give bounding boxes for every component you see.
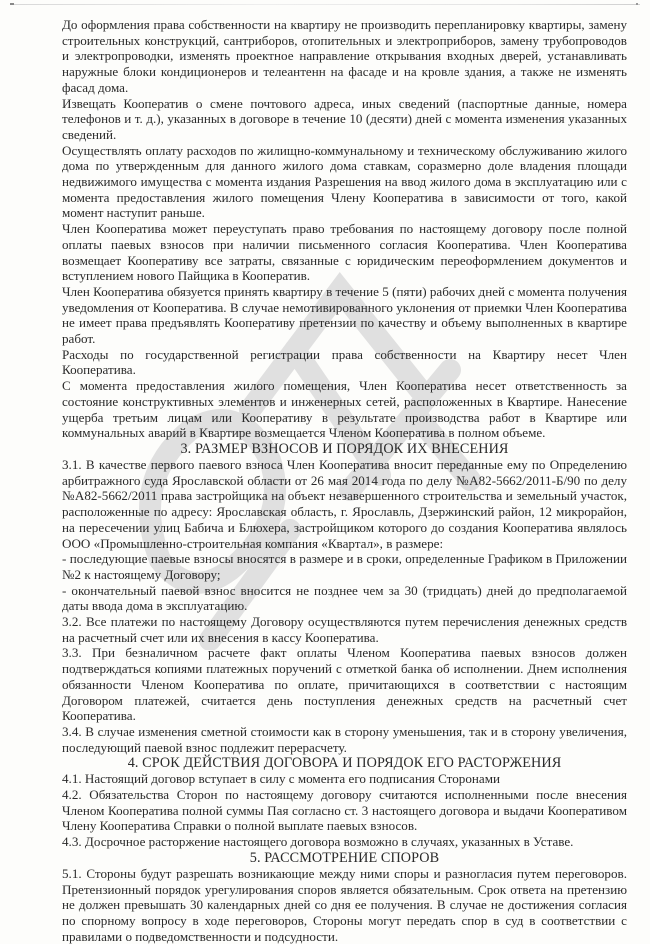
scan-artifact xyxy=(636,3,638,5)
section-heading-4: 4. СРОК ДЕЙСТВИЯ ДОГОВОРА И ПОРЯДОК ЕГО РАСТОРЖЕНИЯ xyxy=(127,755,562,772)
clause-5-1: 5.1. Стороны будут разрешать возникающие между ними споры и разногласия путем переговоров. Претензионный порядок урегулирования споров является обязательным. Срок ответа на претензию не должен превышать 30 календарных дней со дня ее получения. В случае не достижения согласия по спорному вопросу в ходе переговоров, Стороны могут передать спор в суд в соответствии с правилами о подведомственности и подсудности. xyxy=(62,865,627,944)
paragraph: Осуществлять оплату расходов по жилищно-коммунальному и техническому обслуживанию жилого дома по утвержденным для данного жилого дома ставкам, соразмерно доле владения площади недвижимого имущества с момента издания Разрешения на ввод жилого дома в эксплуатацию или с момента предоставления жилого помещения Члену Кооператива в зависимости от того, какой момент наступит раньше. xyxy=(62,142,627,221)
clause-4-3: 4.3. Досрочное расторжение настоящего договора возможно в случаях, указанных в Уставе. xyxy=(62,834,574,850)
paragraph: До оформления права собственности на квартиру не производить перепланировку квартиры, замену строительных конструкций, сантриборов, отопительных и электроприборов, замену трубопроводов и электропроводки, изменять проектное направление открывания входных дверей, устанавливать наружные блоки кондиционеров и телеантенн на фасаде и на кровле здания, а также не изменять фасад дома. xyxy=(62,17,627,95)
paragraph: Расходы по государственной регистрации права собственности на Квартиру несет Член Кооператива. xyxy=(62,346,627,378)
section-heading-5: 5. РАССМОТРЕНИЕ СПОРОВ xyxy=(249,849,440,866)
clause-3-2: 3.2. Все платежи по настоящему Договору осуществляются путем перечисления денежных средств на расчетный счет или их внесения в кассу Кооператива. xyxy=(62,614,627,645)
clause-3-1-item: - окончательный паевой взнос вносится не позднее чем за 30 (тридцать) дней до предполагаемой даты ввода дома в эксплуатацию. xyxy=(62,582,627,614)
clause-4-2: 4.2. Обязательства Сторон по настоящему договору считаются исполненными после внесения Членом Кооператива полной суммы Пая согласно ст. 3 настоящего договора и выдачи Кооперативом Члену Кооператива Справки о полной выплате паевых взносов. xyxy=(62,787,627,834)
section-heading-3: 3. РАЗМЕР ВЗНОСОВ И ПОРЯДОК ИХ ВНЕСЕНИЯ xyxy=(180,440,509,457)
paragraph: С момента предоставления жилого помещения, Член Кооператива несет ответственность за состояние конструктивных элементов и инженерных сетей, расположенных в Квартире. Нанесение ущерба третьим лицам или Кооперативу в результате производства работ в Квартире или коммунальных аварий в Квартире возмещается Членом Кооператива в полном объеме. xyxy=(62,378,627,441)
document-page xyxy=(62,17,627,944)
clause-3-4: 3.4. В случае изменения сметной стоимости как в сторону уменьшения, так и в сторону увеличения, последующий паевой взнос подлежит перерасчету. xyxy=(62,723,627,755)
clause-4-1: 4.1. Настоящий договор вступает в силу с момента его подписания Сторонами xyxy=(62,771,500,787)
clause-3-1-item: - последующие паевые взносы вносятся в размере и в сроки, определенные Графиком в Приложении №2 к настоящему Договору; xyxy=(62,551,627,582)
scan-top-edge xyxy=(10,4,640,5)
paragraph: Член Кооператива может переуступать право требования по настоящему договору после полной оплаты паевых взносов при наличии письменного согласия Кооператива. Член Кооператива возмещает Кооперативу все затраты, связанные с юридическим переоформлением документов и вступлением нового Пайщика в Кооператив. xyxy=(62,221,627,284)
paragraph: Член Кооператива обязуется принять квартиру в течение 5 (пяти) рабочих дней с момента получения уведомления от Кооператива. В случае немотивированного уклонения от приемки Член Кооператива не имеет права предъявлять Кооперативу претензии по качеству и объему выполненных в квартире работ. xyxy=(62,283,627,347)
clause-3-1: 3.1. В качестве первого паевого взноса Член Кооператива вносит переданные ему по Определению арбитражного суда Ярославской области от 26 мая 2014 года по делу №А82-5662/2011-Б/90 по делу №А82-5662/2011 права застройщика на объект незавершенного строительства и земельный участок, расположенные по адресу: Ярославская область, г. Ярославль, Дзержинский район, 12 микрорайон, на пересечении улиц Бабича и Блюхера, застройщиком которого до создания Кооператива являлось ООО «Промышленно-строительная компания «Квартал», в размере: xyxy=(62,456,627,551)
clause-3-3: 3.3. При безналичном расчете факт оплаты Членом Кооператива паевых взносов должен подтверждаться копиями платежных поручений с отметкой банка об исполнении. Днем исполнения обязанности Членом Кооператива по оплате, причитающихся в соответствии с настоящим Договором платежей, считается день поступления денежных средств на расчетный счет Кооператива. xyxy=(62,645,627,724)
scan-artifact xyxy=(10,3,14,5)
paragraph: Извещать Кооператив о смене почтового адреса, иных сведений (паспортные данные, номера телефонов и т. д.), указанных в договоре в течение 10 (десяти) дней с момента изменения указанных сведений. xyxy=(62,95,627,142)
